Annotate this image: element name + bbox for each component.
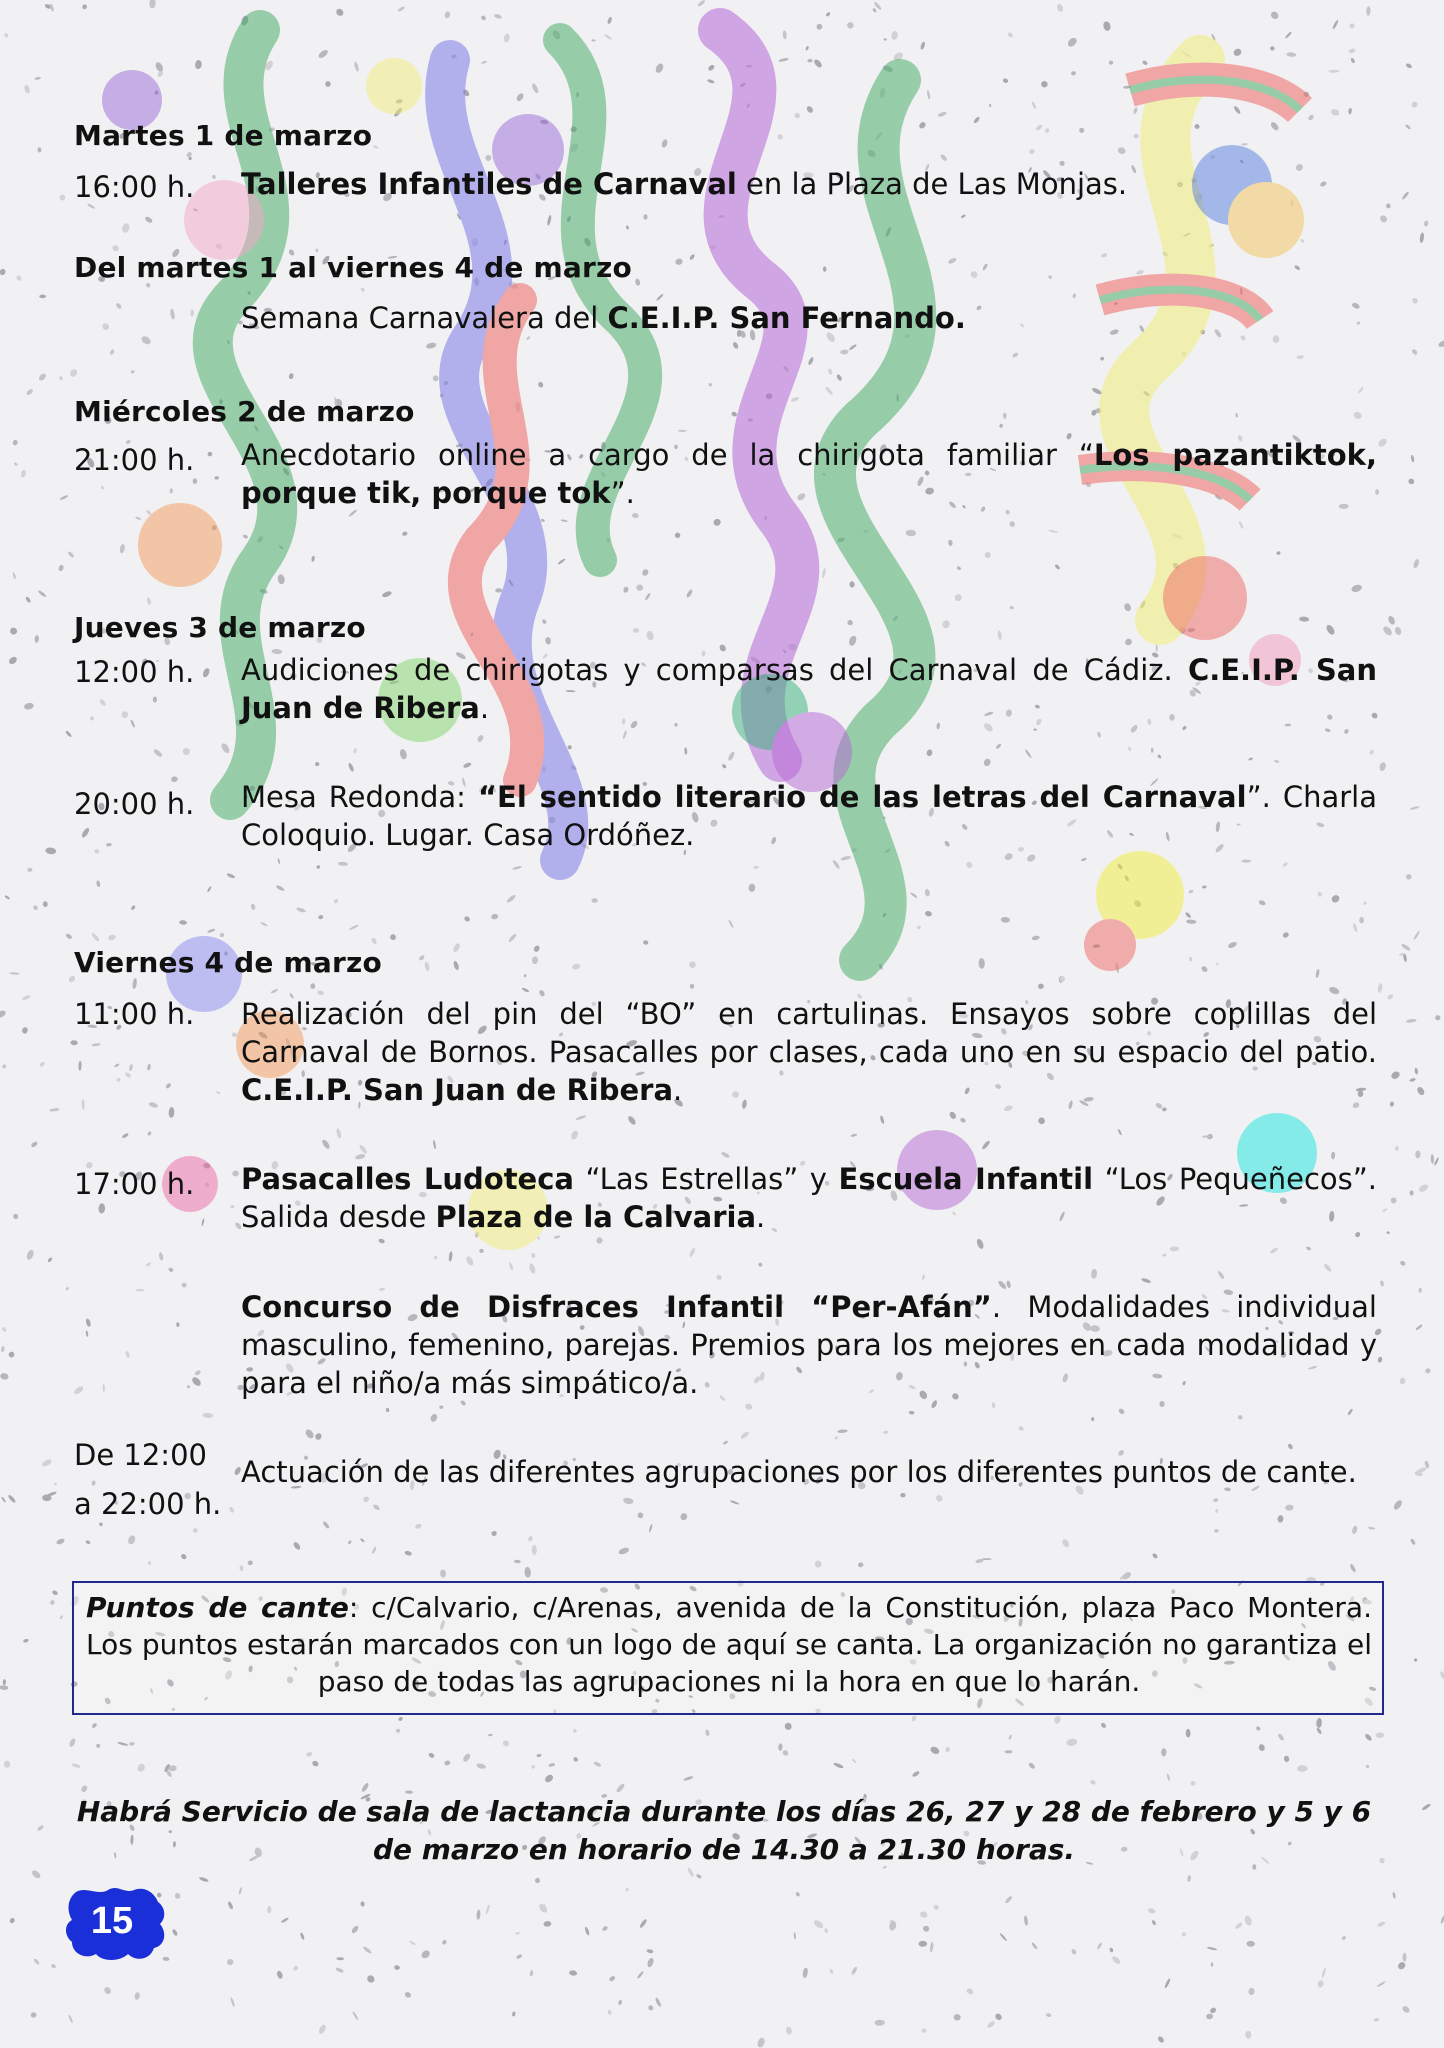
event-time: De 12:00 [74, 1438, 207, 1472]
nursing-room-notice: Habrá Servicio de sala de lactancia durante los días 26, 27 y 28 de febrero y 5 y 6 de marzo en horario de 14.30 a 21.30 horas. [76, 1795, 1372, 1866]
day-heading: Viernes 4 de marzo [74, 946, 382, 979]
event-time: 16:00 h. [74, 170, 195, 204]
event-description: Actuación de las diferentes agrupaciones por los diferentes puntos de cante. [241, 1455, 1357, 1489]
event-time-end: a 22:00 h. [74, 1487, 222, 1521]
note-text: : c/Calvario, c/Arenas, avenida de la Constitución, plaza Paco Montera. Los puntos estarán marcados con un logo de aquí se canta. La organización no garantiza el paso de todas las agrupaciones ni la hora en que lo harán. [86, 1591, 1372, 1698]
page-number-badge [62, 1882, 174, 1966]
event-description: Concurso de Disfraces Infantil “Per-Afán”. Modalidades individual masculino, femenino, parejas. Premios para los mejores en cada modalidad y para el niño/a más simpático/a. [241, 1290, 1377, 1400]
event-time: 21:00 h. [74, 443, 195, 477]
day-heading: Jueves 3 de marzo [74, 611, 366, 644]
event-time: 17:00 h. [74, 1167, 195, 1201]
event-description: Talleres Infantiles de Carnaval en la Plaza de Las Monjas. [241, 167, 1128, 201]
event-description: Pasacalles Ludoteca “Las Estrellas” y Escuela Infantil “Los Pequeñecos”. Salida desde Plaza de la Calvaria. [241, 1162, 1377, 1234]
page-number: 15 [90, 1900, 134, 1942]
event-description: Mesa Redonda: “El sentido literario de las letras del Carnaval”. Charla Coloquio. Lugar. Casa Ordóñez. [241, 780, 1377, 852]
event-description: Semana Carnavalera del C.E.I.P. San Fernando. [241, 301, 966, 335]
event-description: Realización del pin del “BO” en cartulinas. Ensayos sobre coplillas del Carnaval de Bornos. Pasacalles por clases, cada uno en su espacio del patio. C.E.I.P. San Juan de Ribera. [241, 997, 1377, 1107]
event-time: 20:00 h. [74, 787, 195, 821]
day-heading: Del martes 1 al viernes 4 de marzo [74, 251, 632, 284]
day-heading: Miércoles 2 de marzo [74, 395, 415, 428]
note-label: Puntos de cante [86, 1591, 349, 1624]
event-description: Anecdotario online a cargo de la chirigota familiar “Los pazantiktok, porque tik, porque tok”. [241, 438, 1377, 510]
day-heading: Martes 1 de marzo [74, 119, 373, 152]
event-description: Audiciones de chirigotas y comparsas del Carnaval de Cádiz. C.E.I.P. San Juan de Ribera. [241, 653, 1378, 725]
event-time: 12:00 h. [74, 655, 195, 689]
singing-points-note [72, 1581, 1384, 1715]
event-time: 11:00 h. [74, 997, 195, 1031]
